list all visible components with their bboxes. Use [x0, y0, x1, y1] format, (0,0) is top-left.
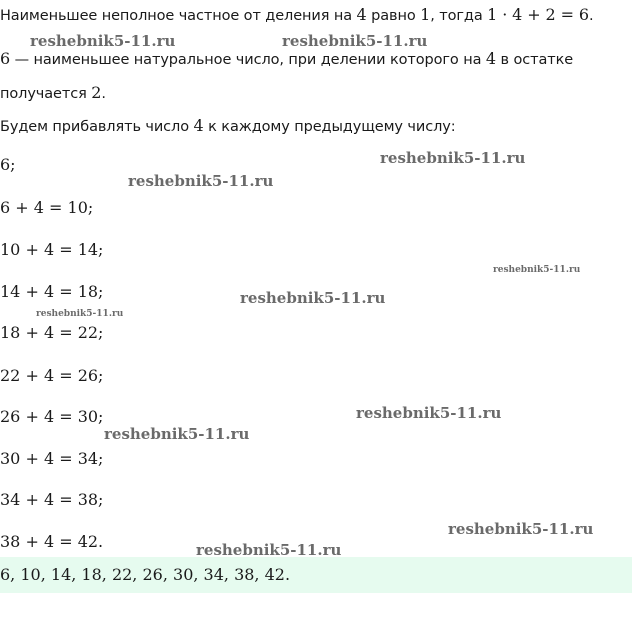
intro-text: к каждому предыдущему числу:: [203, 119, 456, 135]
watermark: reshebnik5-11.ru: [448, 520, 594, 538]
watermark: reshebnik5-11.ru: [30, 32, 176, 50]
step-line: 38 + 4 = 42.: [0, 532, 104, 551]
watermark: reshebnik5-11.ru: [36, 309, 124, 319]
step-line: 22 + 4 = 26;: [0, 366, 104, 385]
answer-text: 6, 10, 14, 18, 22, 26, 30, 34, 38, 42.: [0, 565, 291, 584]
step-line: 6 + 4 = 10;: [0, 198, 94, 217]
math-expression: 1 · 4 + 2 = 6: [487, 5, 589, 24]
watermark: reshebnik5-11.ru: [104, 425, 250, 443]
watermark: reshebnik5-11.ru: [240, 289, 386, 307]
watermark: reshebnik5-11.ru: [196, 541, 342, 559]
intro-text: — наименьшее натуральное число, при делении которого на: [10, 52, 486, 68]
step-line: 6;: [0, 155, 16, 174]
step-line: 34 + 4 = 38;: [0, 490, 104, 509]
math-value: 2: [91, 83, 102, 102]
step-line: 26 + 4 = 30;: [0, 407, 104, 426]
intro-text: Наименьшее неполное частное от деления на: [0, 8, 357, 24]
math-value: 4: [356, 5, 367, 24]
step-line: 18 + 4 = 22;: [0, 323, 104, 342]
intro-line-3: [0, 83, 106, 102]
math-value: 1: [420, 5, 431, 24]
watermark: reshebnik5-11.ru: [493, 265, 581, 275]
intro-line-2: [0, 49, 573, 68]
intro-text: .: [101, 86, 106, 102]
math-value: 4: [193, 116, 204, 135]
intro-text: .: [588, 8, 594, 24]
watermark: reshebnik5-11.ru: [128, 172, 274, 190]
intro-line-4: [0, 116, 456, 135]
intro-line-1: [0, 5, 593, 24]
watermark: reshebnik5-11.ru: [380, 149, 526, 167]
step-line: 10 + 4 = 14;: [0, 240, 104, 259]
watermark: reshebnik5-11.ru: [356, 404, 502, 422]
math-value: 6: [0, 49, 11, 68]
intro-text: , тогда: [430, 8, 488, 24]
math-value: 4: [485, 49, 496, 68]
step-line: 30 + 4 = 34;: [0, 449, 104, 468]
intro-text: равно: [366, 8, 421, 24]
intro-text: Будем прибавлять число: [0, 119, 194, 135]
step-line: 14 + 4 = 18;: [0, 282, 104, 301]
watermark: reshebnik5-11.ru: [282, 32, 428, 50]
answer-box: [0, 557, 632, 593]
intro-text: получается: [0, 86, 92, 102]
intro-text: в остатке: [495, 52, 574, 68]
